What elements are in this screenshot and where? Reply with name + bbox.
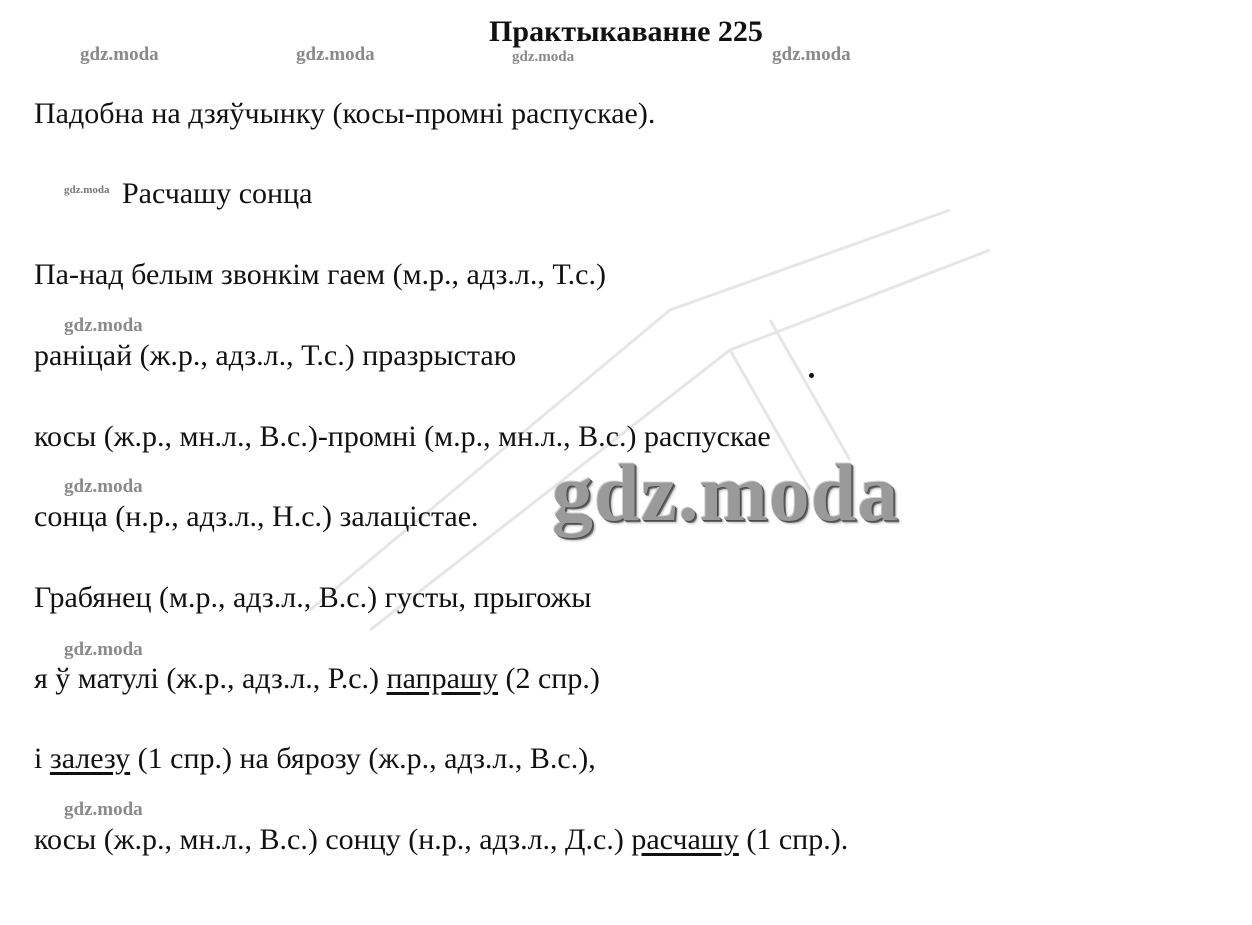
poem-title: Расчашу сонца bbox=[122, 177, 313, 210]
poem-line-6 bbox=[34, 661, 600, 697]
poem-line-4: сонца (н.р., адз.л., Н.с.) залацістае. bbox=[34, 500, 479, 533]
line-8-text-start: косы (ж.р., мн.л., В.с.) сонцу (н.р., адз.л., Д.с.) bbox=[34, 823, 632, 856]
poem-line-3: косы (ж.р., мн.л., В.с.)-промні (м.р., мн.л., В.с.) распускае bbox=[34, 420, 771, 453]
line-6-text-start: я ў матулі (ж.р., адз.л., Р.с.) bbox=[34, 662, 387, 695]
watermark-text: gdz.moda bbox=[64, 476, 143, 497]
watermark-text: gdz.moda bbox=[512, 49, 575, 65]
poem-line-5: Грабянец (м.р., адз.л., В.с.) густы, прыгожы bbox=[34, 581, 592, 614]
watermark-text: gdz.moda bbox=[64, 799, 143, 820]
watermark-text: gdz.moda bbox=[64, 184, 110, 196]
poem-line-7 bbox=[34, 741, 596, 777]
page-title: Практыкаванне 225 bbox=[489, 15, 763, 48]
poem-line-2: раніцай (ж.р., адз.л., Т.с.) празрыстаю bbox=[34, 339, 517, 372]
stray-dot bbox=[809, 373, 814, 378]
line-6-text-end: (2 спр.) bbox=[498, 662, 600, 695]
watermark-text: gdz.moda bbox=[296, 44, 375, 65]
underlined-verb-paprashu: папрашу bbox=[386, 662, 498, 695]
line-7-text-end: (1 спр.) на бярозу (ж.р., адз.л., В.с.), bbox=[130, 742, 596, 775]
watermark-text: gdz.moda bbox=[64, 315, 143, 336]
watermark-text: gdz.moda bbox=[80, 44, 159, 65]
line-8-text-end: (1 спр.). bbox=[738, 823, 849, 856]
intro-sentence: Падобна на дзяўчынку (косы-промні распускае). bbox=[34, 97, 656, 130]
watermark-text: gdz.moda bbox=[64, 639, 143, 660]
underlined-verb-raschashu: расчашу bbox=[631, 823, 739, 856]
poem-line-1: Па-над белым звонкім гаем (м.р., адз.л., Т.с.) bbox=[34, 258, 606, 291]
large-watermark-logo: gdz.moda bbox=[552, 447, 900, 538]
underlined-verb-zalezu: залезу bbox=[49, 742, 131, 775]
poem-line-8 bbox=[34, 822, 848, 858]
watermark-text: gdz.moda bbox=[772, 44, 851, 65]
line-7-text-start: і bbox=[34, 742, 50, 775]
